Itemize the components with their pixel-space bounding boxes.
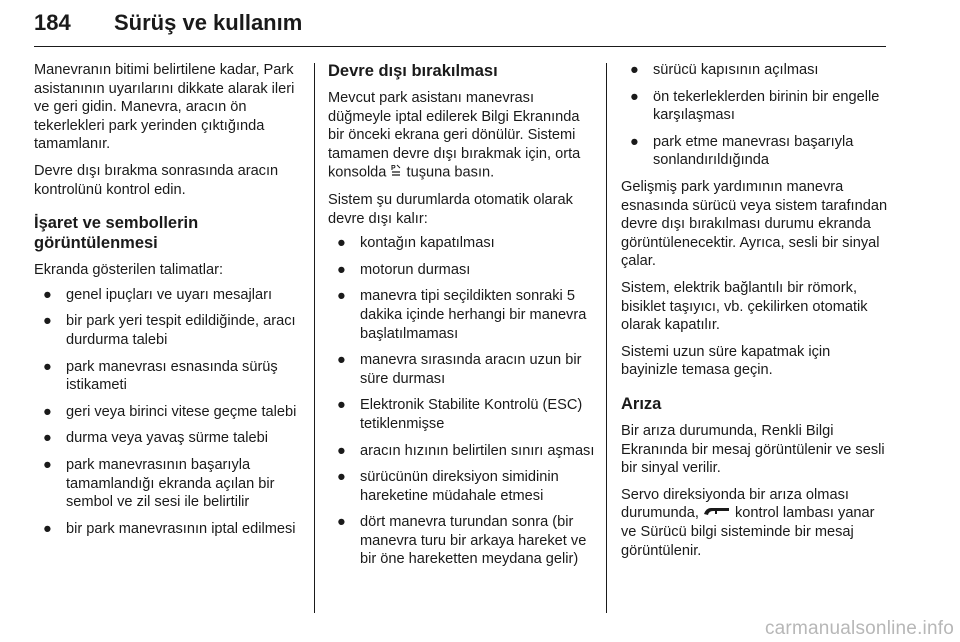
section-heading: İşaret ve sembollerin görüntülenmesi [34,214,199,253]
page-header [34,6,960,46]
column-1 [34,61,304,546]
list-item: ● kontağın kapatılması [337,235,495,252]
paragraph: Servo direksiyonda bir arıza olması durumunda, kontrol lambası yanar ve Sürücü bilgi sisteminde bir mesaj görüntülenir. [621,486,875,559]
paragraph: Devre dışı bırakma sonrasında aracın kontrolünü kontrol edin. [34,162,279,198]
deactivation-list-continued [621,61,891,170]
deactivation-list [328,234,596,569]
column-2 [328,61,596,577]
column-3 [621,61,891,568]
page-number: 184 [34,10,71,35]
paragraph: Sistem, elektrik bağlantılı bir römork, bisiklet taşıyıcı, vb. çekilirken otomatik olarak kapatılır. [621,279,868,334]
paragraph: Sistem şu durumlarda otomatik olarak devre dışı kalır: [328,191,573,227]
steering-wheel-warning-icon [703,504,731,523]
list-item: ● motorun durması [337,261,471,278]
list-item: ● park manevrasının başarıyla tamamlandığı ekranda açılan bir sembol ve zil sesi ile belirtilir [43,456,275,511]
column-divider-2 [606,63,607,613]
list-item: ● Elektronik Stabilite Kontrolü (ESC) tetiklenmişse [337,397,583,432]
svg-text:P: P [391,165,397,173]
paragraph: Mevcut park asistanı manevrası düğmeyle iptal edilerek Bilgi Ekranında bir önceki ekrana geri dönülür. Sistemi tamamen devre dışı bırakmak için, orta konsolda P tuşuna basın. [328,90,581,182]
list-item: ● genel ipuçları ve uyarı mesajları [43,286,273,303]
header-divider [34,46,886,47]
watermark: carmanualsonline.info [764,618,954,639]
column-divider-1 [314,63,315,613]
list-item: ● bir park yeri tespit edildiğinde, aracı durdurma talebi [43,313,296,348]
paragraph: Ekranda gösterilen talimatlar: [34,262,223,279]
list-item: ● aracın hızının belirtilen sınırı aşması [337,442,595,459]
section-heading: Arıza [621,394,662,413]
list-item: ● durma veya yavaş sürme talebi [43,430,268,447]
list-item: ● ön tekerleklerden birinin bir engelle karşılaşması [630,88,880,124]
list-item: ● park etme manevrası başarıyla sonlandırıldığında [630,133,854,169]
list-item: ● manevra sırasında aracın uzun bir süre durması [337,352,582,387]
list-item: ● bir park manevrasının iptal edilmesi [43,520,296,537]
instruction-list [34,286,304,539]
section-heading: Devre dışı bırakılması [328,62,498,80]
list-item: ● sürücü kapısının açılması [630,62,819,78]
list-item: ● geri veya birinci vitese geçme talebi [43,403,297,420]
park-assist-button-icon [390,163,402,183]
paragraph: Sistemi uzun süre kapatmak için bayinizle temasa geçin. [621,343,831,379]
list-item: ● dört manevra turundan sonra (bir manevra turu bir arkaya hareket ve bir öne hareketten meydana gelir) [337,514,587,568]
chapter-title: Sürüş ve kullanım [114,10,303,35]
paragraph: Bir arıza durumunda, Renkli Bilgi Ekranında bir mesaj görüntülenir ve sesli bir sinyal verilir. [621,422,885,477]
list-item: ● park manevrası esnasında sürüş istikameti [43,358,278,394]
paragraph: Manevranın bitimi belirtilene kadar, Park asistanının uyarılarını dikkate alarak ileri ve geri gidin. Manevra, aracın ön tekerlekleri park yerinden çıktığında tamamlanır. [34,62,295,153]
list-item: ● manevra tipi seçildikten sonraki 5 dakika içinde herhangi bir manevra başlatılmaması [337,288,587,342]
paragraph: Gelişmiş park yardımının manevra esnasında sürücü veya sistem tarafından devre dışı bırakılması durumu ekranda görüntülenecektir. Ayrıca, sesli bir sinyal çalar. [621,178,888,270]
list-item: ● sürücünün direksiyon simidinin hareketine müdahale etmesi [337,469,559,504]
